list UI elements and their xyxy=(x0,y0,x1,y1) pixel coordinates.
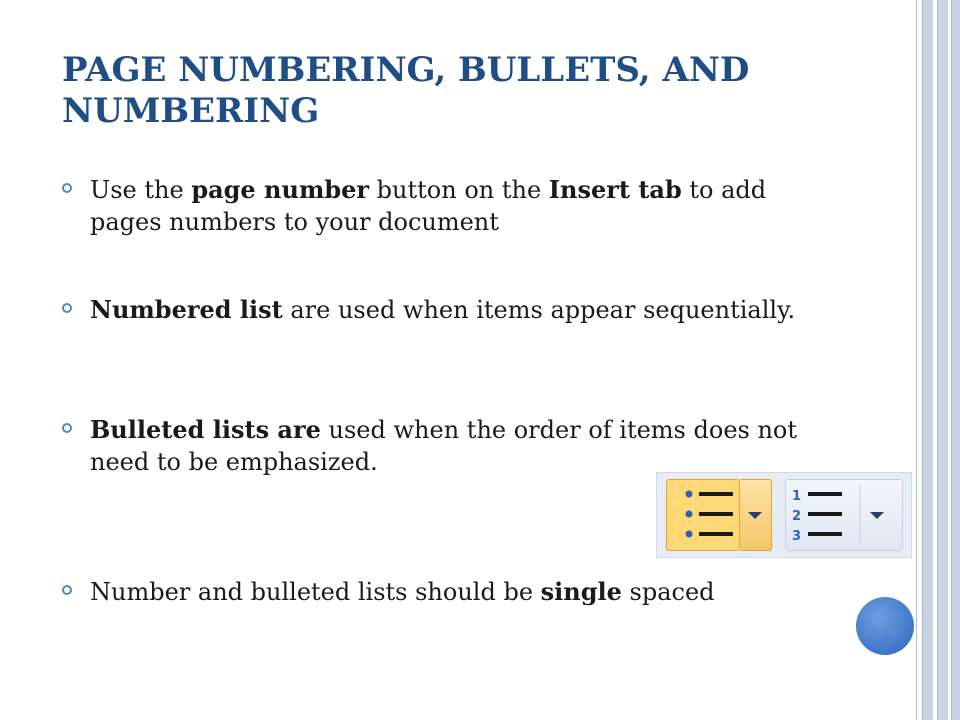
bullet-plain-text: are used when items appear sequentially. xyxy=(282,296,796,324)
bullet-plain-text: Number and bulleted lists should be xyxy=(90,578,541,606)
bullet-marker-icon xyxy=(62,585,72,595)
bullet-text xyxy=(90,294,800,326)
bullet-plain-text: spaced xyxy=(621,578,715,606)
bullet-text xyxy=(90,414,800,478)
chevron-down-icon xyxy=(870,512,884,519)
numbered-list-icon xyxy=(786,480,902,550)
bullet-bold-text: Insert tab xyxy=(548,175,682,204)
bullet-plain-text: used when the order of items does not need to be emphasized. xyxy=(90,416,798,476)
decorative-band xyxy=(937,0,948,720)
bullet-marker-icon xyxy=(62,423,72,433)
svg-text:1: 1 xyxy=(792,489,802,504)
bullets-dropdown-button[interactable] xyxy=(740,479,772,551)
bullet-marker-icon xyxy=(62,303,72,313)
svg-text:2: 2 xyxy=(792,509,802,524)
bullet-bold-text: Bulleted lists are xyxy=(90,415,321,444)
bullet-plain-text: Use the xyxy=(90,176,192,204)
bullets-button[interactable] xyxy=(666,479,740,551)
bullet-text xyxy=(90,576,800,608)
list-toolbar-image xyxy=(656,472,912,558)
bullet-bold-text: page number xyxy=(191,175,370,204)
decorative-band xyxy=(951,0,960,720)
bullet-plain-text: to add pages numbers to your document xyxy=(90,176,767,236)
svg-text:3: 3 xyxy=(792,529,802,544)
chevron-down-icon xyxy=(740,480,770,550)
decorative-band xyxy=(922,0,933,720)
bullet-bold-text: single xyxy=(540,577,622,606)
decorative-circle xyxy=(856,597,914,655)
slide-title: PAGE NUMBERING, BULLETS, AND NUMBERING xyxy=(62,50,750,131)
numbering-button[interactable] xyxy=(785,479,903,551)
bullet-bold-text: Numbered list xyxy=(90,295,283,324)
bullet-text xyxy=(90,174,800,238)
bullet-marker-icon xyxy=(62,183,72,193)
bullet-plain-text: button on the xyxy=(369,176,549,204)
bullets-list-icon xyxy=(667,480,739,550)
